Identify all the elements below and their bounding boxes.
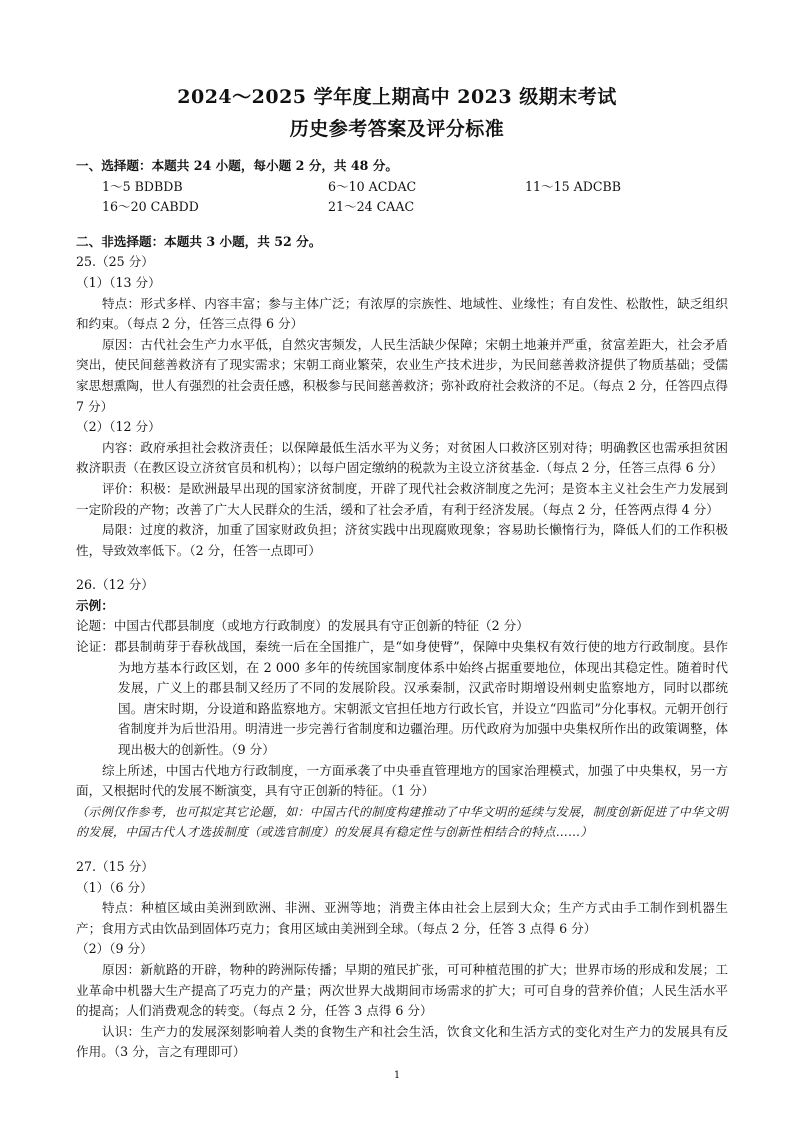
q27-number: 27.（15 分） bbox=[76, 859, 154, 874]
section1-heading: 一、选择题：本题共 24 小题，每小题 2 分，共 48 分。 bbox=[76, 158, 398, 173]
answer-key: 21～24 CAAC bbox=[328, 199, 415, 215]
q26-example-label: 示例： bbox=[76, 597, 114, 613]
page-title: 2024～2025 学年度上期高中 2023 级期末考试 bbox=[177, 86, 617, 108]
q25-limitations: 局限：过度的救济，加重了国家财政负担；济贫实践中出现腐败现象；容易助长懒惰行为，降低人们的工作积极性，导致效率低下。（2 分，任答一点即可） bbox=[76, 522, 728, 558]
q27-part2: （2）（9 分） bbox=[76, 941, 153, 957]
q27-part1: （1）（6 分） bbox=[76, 879, 153, 895]
q25-reasons: 原因：古代社会生产力水平低，自然灾害频发，人民生活缺少保障；宋朝土地兼并严重，贫富差距大，社会矛盾突出，使民间慈善救济有了现实需求；宋朝工商业繁荣，农业生产技术进步，为民间慈善救济提供了物质基础；受儒家思想熏陶，世人有强烈的社会责任感，积极参与民间慈善救济；弥补政府社会救济的不足。（每点 2 分，任答四点得 7 分） bbox=[76, 336, 729, 414]
section2-heading: 二、非选择题：本题共 3 小题，共 52 分。 bbox=[76, 233, 322, 249]
q27-understanding: 认识：生产力的发展深刻影响着人类的食物生产和社会生活，饮食文化和生活方式的变化对生产力的发展具有反作用。（3 分，言之有理即可） bbox=[76, 1023, 728, 1060]
page-number: 1 bbox=[393, 1070, 401, 1081]
answer-row-1 bbox=[76, 177, 728, 198]
q25-part2: （2）（12 分） bbox=[76, 419, 161, 435]
q27-reasons: 原因：新航路的开辟，物种的跨洲际传播；早期的殖民扩张，可可种植范围的扩大；世界市场的形成和发展；工业革命中机器大生产提高了巧克力的产量；两次世界大战期间市场需求的扩大；可可自身的营养价值；人民生活水平的提高；人们消费观念的转变。（每点 2 分，任答 3 点得 6 分） bbox=[76, 961, 728, 1019]
q25-characteristics: 特点：形式多样、内容丰富；参与主体广泛；有浓厚的宗族性、地域性、业缘性；有自发性、松散性，缺乏组织和约束。（每点 2 分，任答三点得 6 分） bbox=[76, 295, 728, 332]
answer-key: 1～5 BDBDB bbox=[102, 178, 183, 194]
q26-thesis: 论题：中国古代郡县制度（或地方行政制度）的发展具有守正创新的特征（2 分） bbox=[76, 618, 529, 634]
q26-conclusion: 综上所述，中国古代地方行政制度，一方面承袭了中央垂直管理地方的国家治理模式，加强了中央集权，另一方面，又根据时代的发展不断演变，具有守正创新的特征。（1 分） bbox=[76, 762, 728, 799]
answer-key: 11～15 ADCBB bbox=[525, 178, 621, 194]
q27-characteristics: 特点：种植区域由美洲到欧洲、非洲、亚洲等地；消费主体由社会上层到大众；生产方式由手工制作到机器生产；食用方式由饮品到固体巧克力；食用区域由美洲到全球。（每点 2 分，任答 3 点得 6 分） bbox=[76, 900, 728, 936]
answer-row-2 bbox=[76, 197, 728, 218]
q26-note: （示例仅作参考，也可拟定其它论题，如：中国古代的制度构建推动了中华文明的延续与发展，制度创新促进了中华文明的发展，中国古代人才选拔制度（或选官制度）的发展具有稳定性与创新性相结合的特点……） bbox=[76, 804, 728, 840]
answer-key: 6～10 ACDAC bbox=[328, 178, 417, 194]
q26-argument: 论证：郡县制萌芽于春秋战国，秦统一后在全国推广，是“如身使臂”，保障中央集权有效行使的地方行政制度。县作为地方基本行政区划，在 2 000 多年的传统国家制度体系中始终占据重要地位，体现出其稳定性。随着时代发展，广义上的郡县制又经历了不同的发展阶段。汉承秦制，汉武帝时期增设州刺史监察地方，同时以郡统国。唐宋时期，分设道和路监察地方。宋朝派文官担任地方行政长官，并设立“四监司”分化事权。元朝开创行省制度并为后世沿用。明清进一步完善行省制度和边疆治理。历代政府为加强中央集权所作出的政策调整，体现出极大的创新性。（9 分） bbox=[76, 639, 728, 758]
q25-part1: （1）（13 分） bbox=[76, 274, 161, 290]
q25-content: 内容：政府承担社会救济责任；以保障最低生活水平为义务；对贫困人口救济区别对待；明确教区也需承担贫困救济职责（在教区设立济贫官员和机构）；以每户固定缴纳的税款为主设立济贫基金.（每点 2 分，任答三点得 6 分） bbox=[76, 439, 728, 476]
q25-evaluation: 评价：积极：是欧洲最早出现的国家济贫制度，开辟了现代社会救济制度之先河；是资本主义社会生产力发展到一定阶段的产物；改善了广大人民群众的生活，缓和了社会矛盾，有利于经济发展。（每点 2 分，任答两点得 4 分） bbox=[76, 480, 728, 517]
q26-number: 26.（12 分） bbox=[76, 577, 154, 593]
q25-number: 25.（25 分） bbox=[76, 254, 154, 270]
page-subtitle: 历史参考答案及评分标准 bbox=[289, 118, 505, 140]
answer-key: 16～20 CABDD bbox=[102, 199, 199, 215]
answer-content bbox=[76, 156, 728, 1063]
